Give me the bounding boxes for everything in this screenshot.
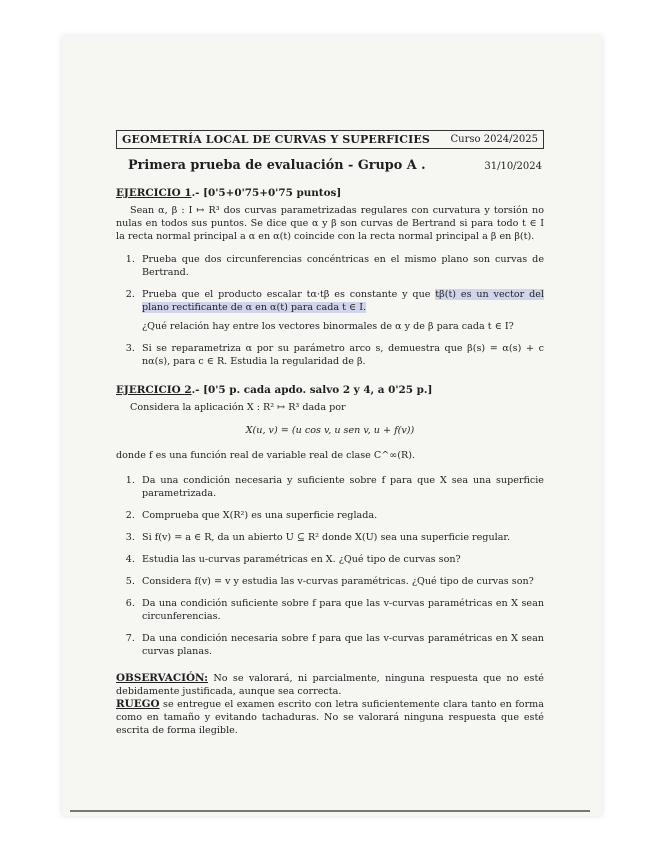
exercise-1-intro: Sean α, β : I ↦ R³ dos curvas parametrizadas regulares con curvatura y torsión no nulas en todos sus puntos. Se dice que α y β son curvas de Bertrand si para todo t ∈ I la recta normal principal a α en α(t) coincide con la recta normal principal a β en β(t).: [116, 205, 544, 242]
exercise-2-label: EJERCICIO 2: [116, 384, 192, 396]
exercise-2-points: .- [0'5 p. cada apdo. salvo 2 y 4, a 0'25 p.]: [191, 384, 433, 396]
course-header: [116, 130, 544, 149]
exercise-2-item: 5. Considera f(v) = v y estudia las v-curvas paramétricas. ¿Qué tipo de curvas son?: [138, 575, 544, 588]
exercise-2-items: [116, 474, 544, 658]
course-title: GEOMETRÍA LOCAL DE CURVAS Y SUPERFICIES: [122, 133, 430, 146]
exercise-1-item-1-text: Prueba que dos circunferencias concéntricas en el mismo plano son curvas de Bertrand.: [142, 254, 544, 278]
exam-date: 31/10/2024: [484, 161, 542, 172]
exercise-2-item: 6. Da una condición suficiente sobre f para que las v-curvas paramétricas en X sean circunferencias.: [138, 597, 544, 623]
exercise-2-item: 3. Si f(v) = a ∈ R, da un abierto U ⊆ R² donde X(U) sea una superficie regular.: [138, 531, 544, 544]
exercise-1-item-3: [138, 342, 544, 368]
request-label: RUEGO: [116, 698, 160, 710]
exercise-2-item: 4. Estudia las u-curvas paramétricas en X. ¿Qué tipo de curvas son?: [138, 553, 544, 566]
exercise-2-formula: X(u, v) = (u cos v, u sen v, u + f(v)): [245, 425, 415, 436]
exercise-1-item-1: [138, 253, 544, 279]
request-text: se entregue el examen escrito con letra suficientemente clara tanto en forma como en tamaño y evitando tachaduras. No se valorará ninguna respuesta que esté escrita de forma ilegible.: [116, 699, 544, 736]
exercise-1-label: EJERCICIO 1: [116, 187, 192, 199]
observation-note: [116, 672, 544, 698]
exercise-1-item-2-sub: ¿Qué relación hay entre los vectores binormales de α y de β para cada t ∈ I?: [142, 321, 514, 332]
exercise-1-item-2: [138, 288, 544, 333]
highlighted-text: tβ(t) es un vector del plano rectificante de α en α(t) para cada t ∈ I.: [142, 289, 544, 313]
observation-text: No se valorará, ni parcialmente, ninguna respuesta que no esté debidamente justificada, aunque sea correcta.: [116, 673, 544, 697]
observation-label: OBSERVACIÓN:: [116, 672, 208, 684]
exercise-1-items: [116, 253, 544, 368]
exercise-1: [116, 187, 544, 368]
exam-content: [116, 130, 544, 737]
exercise-2-intro: Considera la aplicación X : R² ↦ R³ dada por: [130, 402, 346, 413]
exam-title: Primera prueba de evaluación - Grupo A .: [128, 158, 426, 173]
request-note: [116, 698, 544, 737]
exercise-2-item: 7. Da una condición necesaria sobre f para que las v-curvas paramétricas en X sean curvas planas.: [138, 632, 544, 658]
exercise-2-after-formula: donde f es una función real de variable real de clase C^∞(R).: [116, 450, 416, 461]
exercise-2-item: 1. Da una condición necesaria y suficiente sobre f para que X sea una superficie parametrizada.: [138, 474, 544, 500]
bottom-edge-line: [70, 810, 590, 812]
exercise-2: [116, 384, 544, 658]
exercise-1-heading: [116, 187, 544, 200]
exercise-2-item: 2. Comprueba que X(R²) es una superficie reglada.: [138, 509, 544, 522]
exam-notes: [116, 672, 544, 737]
exercise-2-heading: [116, 384, 544, 397]
course-year: Curso 2024/2025: [450, 134, 538, 145]
exercise-1-item-3-text: Si se reparametriza α por su parámetro arco s, demuestra que β(s) = α(s) + c nα(s), para c ∈ R. Estudia la regularidad de β.: [142, 343, 544, 367]
exercise-1-points: .- [0'5+0'75+0'75 puntos]: [191, 187, 342, 199]
exam-title-line: [128, 159, 542, 173]
exercise-1-item-2-text: Prueba que el producto escalar tα·tβ es constante y que: [142, 289, 436, 300]
